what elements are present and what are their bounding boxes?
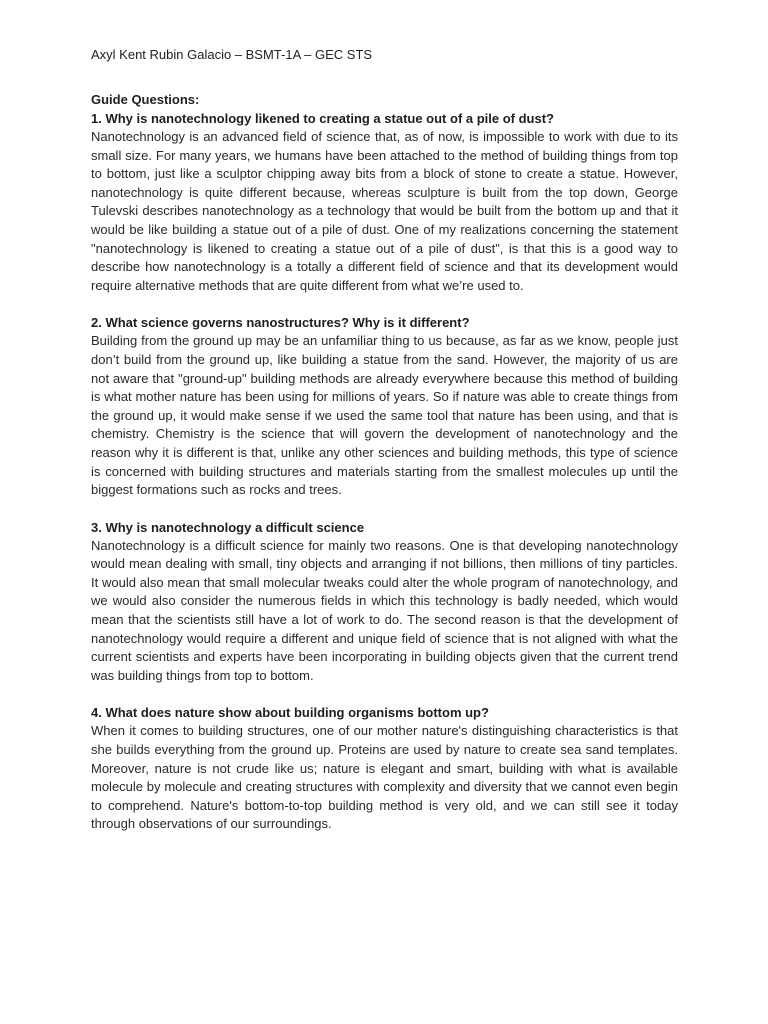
question-block-4: [91, 703, 678, 834]
question-1: 1. Why is nanotechnology likened to creating a statue out of a pile of dust?: [91, 111, 554, 126]
question-4: 4. What does nature show about building organisms bottom up?: [91, 705, 489, 721]
question-block-3: [91, 518, 678, 686]
answer-1: Nanotechnology is an advanced field of science that, as of now, is impossible to work with due to its small size. For many years, we humans have been attached to the method of building things from top to bottom, just like a sculptor chipping away bits from a block of stone to create a statue. However, nanotechnology is quite different because, whereas sculpture is built from the top down, George Tulevski describes nanotechnology as a technology that would be built from the bottom up and that it would be like building a statue out of a pile of dust. One of my realizations concerning the statement "nanotechnology is likened to creating a statue out of a pile of dust", is that this is a good way to describe how nanotechnology is a totally a different field of science and that its development would require alternative methods that are quite different from what we’re used to.: [91, 129, 678, 293]
question-block-2: [91, 313, 678, 499]
answer-4: When it comes to building structures, one of our mother nature's distinguishing characteristics is that she builds everything from the ground up. Proteins are used by nature to create sea sand templates. Moreover, nature is not crude like us; nature is elegant and smart, building with what is available molecule by molecule and creating structures with complexity and diversity that we cannot even begin to comprehend. Nature's bottom-to-top building method is very old, and we can still see it today through observations of our surroundings.: [91, 723, 678, 832]
author-line: Axyl Kent Rubin Galacio – BSMT-1A – GEC STS: [91, 47, 373, 62]
question-block-1: [91, 109, 678, 295]
answer-3: Nanotechnology is a difficult science for mainly two reasons. One is that developing nanotechnology would mean dealing with small, tiny objects and arranging if not billions, then millions of tiny particles. It would also mean that small molecular tweaks could alter the whole program of nanotechnology, and we would also consider the numerous fields in which this technology is badly needed, which would mean that the scientists still have a lot of work to do. The second reason is that the development of nanotechnology would require a different and unique field of science that is not aligned with what the current scientists and experts have been incorporating in building objects given that the current trend was building things from top to bottom.: [91, 537, 678, 683]
guide-questions-heading: Guide Questions:: [91, 92, 200, 107]
document-page: [91, 45, 678, 852]
question-2: 2. What science governs nanostructures? Why is it different?: [91, 315, 470, 331]
answer-2: Building from the ground up may be an unfamiliar thing to us because, as far as we know, people just don’t build from the ground up, like building a statue from the sand. However, the majority of us are not aware that "ground-up" building methods are already everywhere because this method of building is what mother nature has been using for millions of years. So if nature was able to create things from the ground up, it would make sense if we used the same tool that nature has been using, and that is chemistry. Chemistry is the science that will govern the development of nanotechnology and the reason why it is different is that, unlike any other sciences and building methods, this type of science is concerned with building structures and materials starting from the smallest molecules up until the biggest formations such as rocks and trees.: [91, 333, 678, 498]
question-3: 3. Why is nanotechnology a difficult science: [91, 519, 365, 535]
